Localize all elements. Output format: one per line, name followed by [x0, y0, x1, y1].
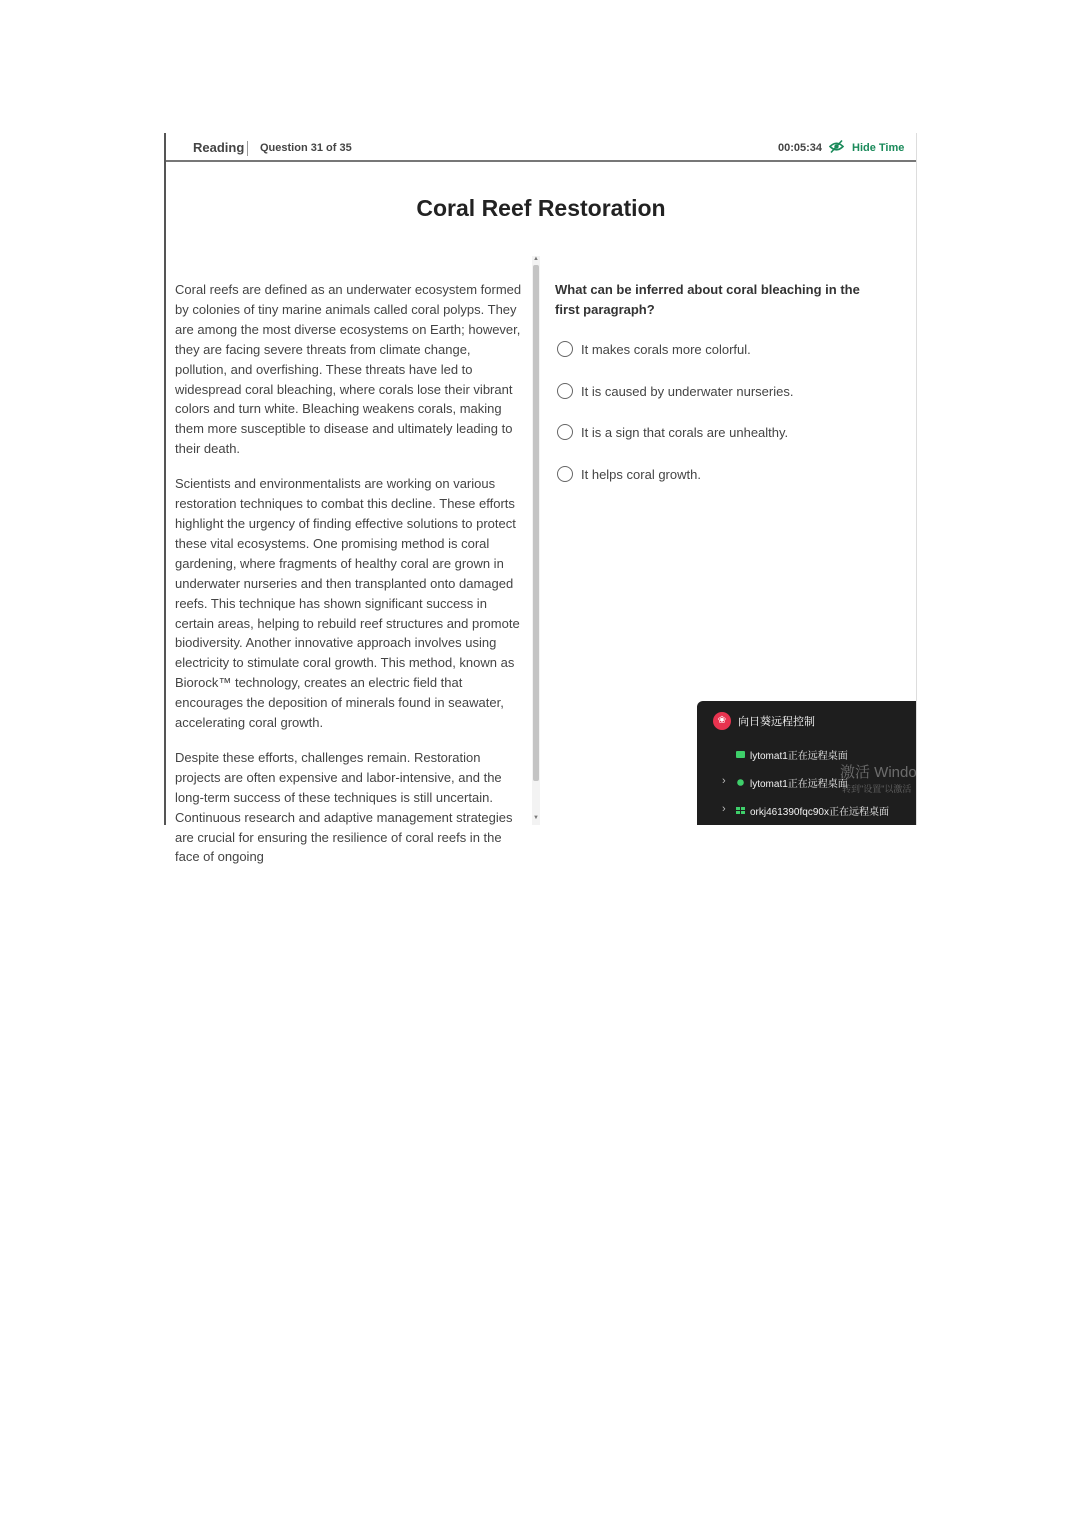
monitor-icon	[736, 750, 745, 757]
activate-windows-subtext: 转到"设置"以激活	[842, 784, 912, 794]
passage-paragraph: Coral reefs are defined as an underwater ecosystem formed by colonies of tiny marine animals called coral polyps. They are among the most diverse ecosystems on Earth; however, they are facing severe threats from climate change, pollution, and overfishing. These threats have led to widespread coral bleaching, where corals lose their vibrant colors and turn white. Bleaching weakens corals, making them more susceptible to disease and ultimately leading to their death.	[175, 282, 522, 457]
passage-text	[175, 280, 525, 882]
header-divider	[247, 141, 248, 156]
remote-session-label: orkj461390fqc90x正在远程桌面	[750, 807, 889, 818]
radio-button[interactable]	[557, 466, 573, 482]
scrollbar-thumb[interactable]	[533, 265, 539, 781]
remote-panel-title: 向日葵远程控制	[738, 716, 815, 728]
chevron-right-icon[interactable]: ›	[722, 803, 726, 815]
scroll-down-icon[interactable]: ▼	[533, 815, 539, 821]
hide-time-button[interactable]: Hide Time	[852, 142, 905, 154]
option-label: It helps coral growth.	[581, 467, 701, 482]
remote-session-row[interactable]	[697, 801, 916, 819]
test-window	[164, 133, 936, 865]
scroll-up-icon[interactable]: ▲	[533, 256, 539, 262]
passage-title: Coral Reef Restoration	[416, 195, 666, 221]
passage-paragraph: Despite these efforts, challenges remain. Restoration projects are often expensive and labor-intensive, and the long-term success of these techniques is still uncertain. Continuous research and adaptive management strategies are crucial for ensuring the resilience of coral reefs in the face of ongoing	[175, 749, 513, 865]
eye-slash-icon[interactable]	[829, 139, 844, 154]
remote-session-label: lytomat1正在远程桌面	[750, 751, 848, 762]
remote-session-label: lytomat1正在远程桌面	[750, 779, 848, 790]
top-bar	[166, 133, 916, 162]
option-label: It is caused by underwater nurseries.	[581, 384, 794, 399]
activate-windows-watermark: 激活 Windows	[840, 764, 936, 781]
question-prompt: What can be inferred about coral bleaching in the first paragraph?	[555, 282, 860, 317]
option-label: It makes corals more colorful.	[581, 342, 751, 357]
radio-button[interactable]	[557, 341, 573, 357]
section-label: Reading	[193, 140, 245, 155]
chevron-right-icon[interactable]: ›	[722, 775, 726, 787]
remote-control-panel	[697, 701, 936, 825]
apple-icon	[736, 778, 745, 785]
passage-paragraph: Scientists and environmentalists are working on various restoration techniques to combat this decline. These efforts highlight the urgency of finding effective solutions to protect these vital ecosystems. One promising method is coral gardening, where fragments of healthy coral are grown in underwater nurseries and then transplanted onto damaged reefs. This technique has shown significant success in certain areas, helping to rebuild reef structures and promote biodiversity. Another innovative approach involves using electricity to stimulate coral growth. This method, known as Biorock™ technology, creates an electric field that encourages the deposition of minerals found in seawater, accelerating coral growth.	[175, 476, 520, 731]
option-label: It is a sign that corals are unhealthy.	[581, 425, 789, 440]
radio-button[interactable]	[557, 383, 573, 399]
timer: 00:05:34	[778, 142, 823, 154]
windows-icon	[736, 806, 745, 813]
sunflower-logo-icon: ❀	[713, 712, 731, 730]
question-counter: Question 31 of 35	[260, 142, 352, 154]
radio-button[interactable]	[557, 424, 573, 440]
